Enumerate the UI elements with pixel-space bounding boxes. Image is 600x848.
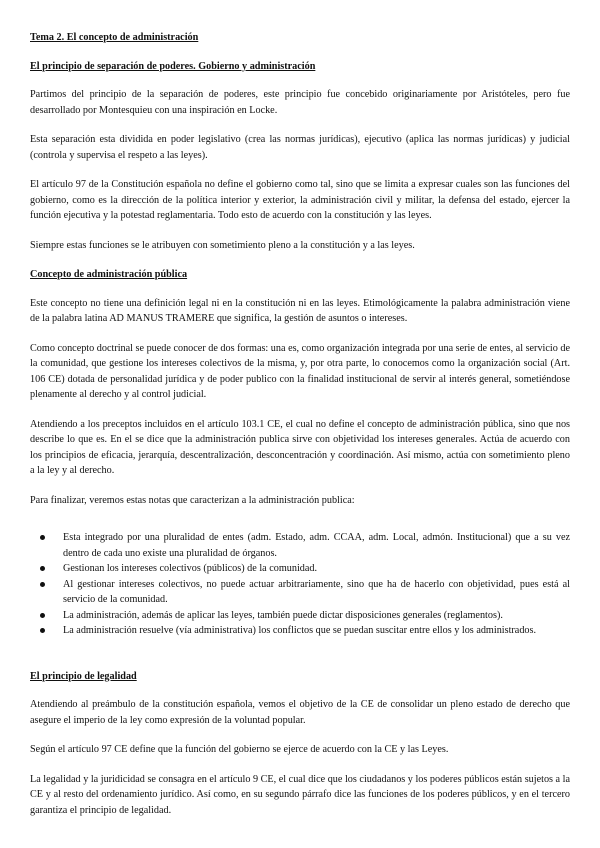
paragraph: Siempre estas funciones se le atribuyen con sometimiento pleno a la constitución y a las leyes.: [30, 239, 415, 251]
list-item-text: Esta integrado por una pluralidad de entes (adm. Estado, adm. CCAA, adm. Local, admón. Institucional) que a su vez dentro de cada uno existe una pluralidad de órganos.: [63, 532, 570, 559]
bullet-icon: [40, 566, 45, 571]
list-item: [30, 577, 570, 608]
list-item-text: La administración, además de aplicar las leyes, también puede dictar disposiciones generales (reglamentos).: [63, 609, 503, 621]
list-item-text: Al gestionar intereses colectivos, no puede actuar arbitrariamente, sino que ha de hacerlo con objetividad, pues está al servicio de la comunidad.: [63, 578, 570, 605]
paragraph: Atendiendo al preámbulo de la constitución española, vemos el objetivo de la CE de consolidar un pleno estado de derecho que asegure el imperio de la ley como expresión de la voluntad popular.: [30, 699, 570, 726]
paragraph: Partimos del principio de la separación de poderes, este principio fue concebido originariamente por Aristóteles, pero fue desarrollado por Montesquieu con una inspiración en Locke.: [30, 89, 570, 116]
paragraph: Según el artículo 97 CE define que la función del gobierno se ejerce de acuerdo con la CE y las Leyes.: [30, 744, 449, 755]
paragraph: Como concepto doctrinal se puede conocer de dos formas: una es, como organización integrada por una serie de entes, al servicio de la comunidad, que gestione los intereses colectivos de la misma, y, por otra parte, lo conocemos como la organización social (Art. 106 CE) dotada de personalidad jurídica y de poder publico con la finalidad institucional de servir al interés general, sometiéndose plenamente al derecho y al control judicial.: [30, 342, 570, 400]
characteristics-list: [30, 530, 570, 639]
list-item-text: Gestionan los intereses colectivos (públicos) de la comunidad.: [63, 563, 318, 574]
paragraph: Esta separación esta dividida en poder legislativo (crea las normas jurídicas), ejecutivo (aplica las normas jurídicas) y judicial (controla y supervisa el respeto a las leyes).: [30, 134, 570, 161]
bullet-icon: [40, 628, 45, 633]
list-item: [30, 561, 570, 577]
list-item: [30, 530, 570, 561]
bullet-icon: [40, 613, 45, 618]
bullet-icon: [40, 582, 45, 587]
bullet-icon: [40, 535, 45, 540]
paragraph: Este concepto no tiene una definición legal ni en la constitución ni en las leyes. Etimológicamente la palabra administración viene de la palabra latina AD MANUS TRAMERE que significa, la gestión de asuntos o intereses.: [30, 297, 570, 324]
document-title: Tema 2. El concepto de administración: [30, 32, 199, 43]
paragraph: Atendiendo a los preceptos incluidos en el artículo 103.1 CE, el cual no define el concepto de administración pública, sino que nos describe lo que es. En el se dice que la administración publica sirve con objetividad los intereses generales. Actúa de acuerdo con los principios de eficacia, jerarquía, descentralización, desconcentración y coordinación. Así mismo, actúa con sometimiento pleno a la ley y al derecho.: [30, 418, 570, 476]
list-item: [30, 623, 570, 639]
paragraph: El artículo 97 de la Constitución española no define el gobierno como tal, sino que se limita a expresar cuales son las funciones del gobierno, como es la dirección de la política interior y exterior, la administración civil y militar, la defensa del estado, ejercer la función ejecutiva y la potestad reglamentaria. Todo esto de acuerdo con la constitución y las leyes.: [30, 179, 570, 221]
list-item: [30, 608, 570, 624]
section-heading-separacion-poderes: El principio de separación de poderes. Gobierno y administración: [30, 60, 316, 72]
paragraph: Para finalizar, veremos estas notas que caracterizan a la administración publica:: [30, 494, 355, 506]
section-heading-legalidad: El principio de legalidad: [30, 670, 137, 682]
list-item-text: La administración resuelve (vía administrativa) los conflictos que se puedan suscitar entre ellos y los administrados.: [63, 625, 537, 636]
paragraph: La legalidad y la juridicidad se consagra en el artículo 9 CE, el cual dice que los ciudadanos y los poderes públicos están sujetos a la CE y al resto del ordenamiento jurídico. Así como, en su segundo párrafo dice las funciones de los poderes públicos, y en el tercero garantiza el principio de legalidad.: [30, 773, 570, 816]
section-heading-administracion-publica: Concepto de administración pública: [30, 269, 188, 280]
